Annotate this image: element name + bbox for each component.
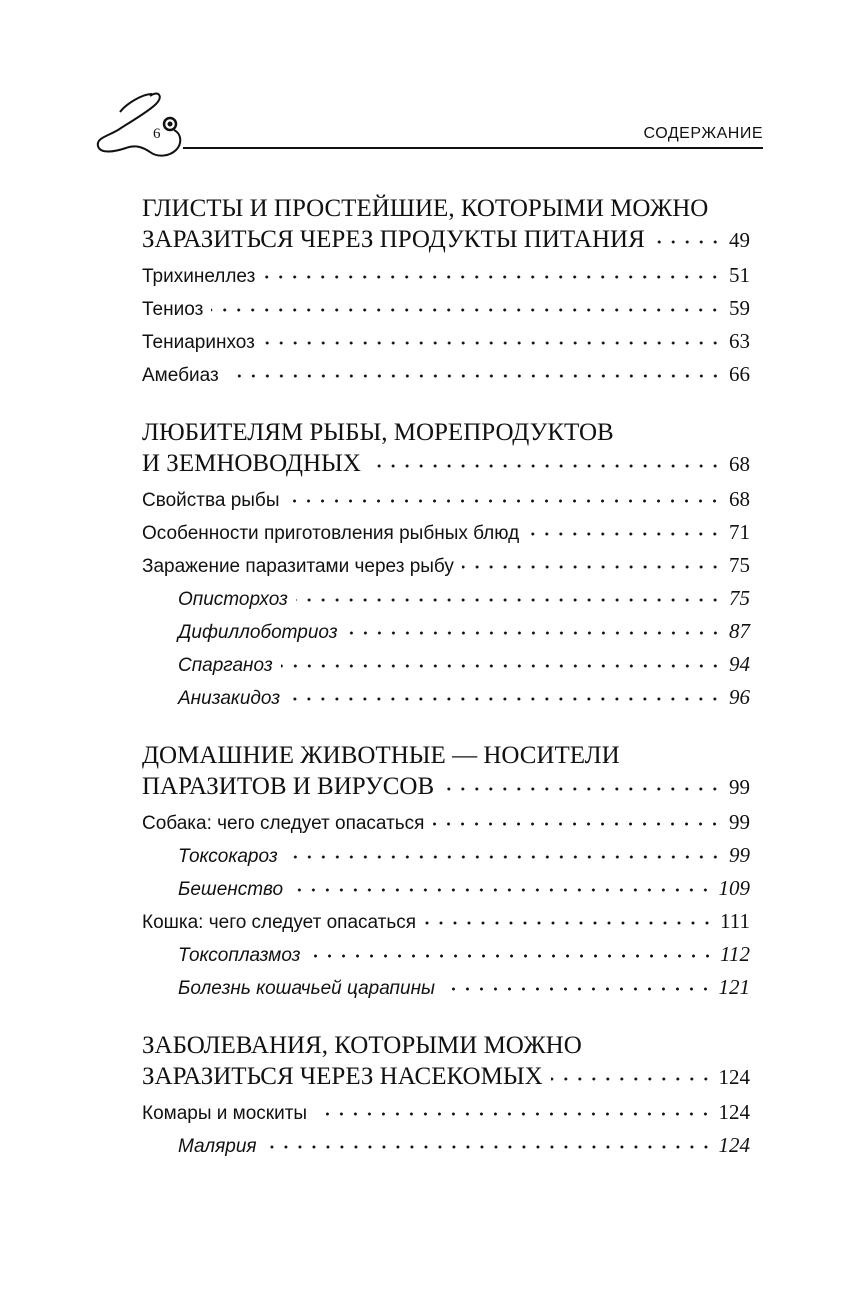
entry-label: Спарганоз	[178, 655, 273, 676]
section-title-entry[interactable]	[142, 224, 750, 255]
dot-leader	[296, 598, 722, 602]
toc-subentry[interactable]	[142, 582, 750, 615]
dot-leader	[227, 374, 722, 378]
page-ref: 68	[729, 452, 750, 476]
dot-leader	[432, 822, 722, 826]
page-ref: 111	[720, 909, 750, 933]
section-title-line: ГЛИСТЫ И ПРОСТЕЙШИЕ, КОТОРЫМИ МОЖНО	[142, 195, 709, 222]
page-ref: 51	[729, 263, 750, 287]
entry-label: Токсокароз	[178, 846, 278, 867]
section-title-line: ЗАРАЗИТЬСЯ ЧЕРЕЗ НАСЕКОМЫХ	[142, 1063, 543, 1090]
page-ref: 87	[729, 619, 750, 643]
page-header	[0, 0, 845, 160]
section-title-entry[interactable]	[142, 448, 750, 479]
entry-label: Болезнь кошачьей царапины	[178, 978, 436, 999]
dot-leader	[287, 499, 722, 503]
section-title-entry[interactable]	[142, 771, 750, 802]
entry-label: Амебиаз	[142, 365, 219, 386]
toc-subentry[interactable]	[142, 1129, 750, 1162]
entry-label: Тениаринхоз	[142, 332, 255, 353]
entry-label: Собака: чего следует опасаться	[142, 813, 425, 834]
dot-leader	[309, 954, 715, 958]
section-title-line: ЛЮБИТЕЛЯМ РЫБЫ, МОРЕПРОДУКТОВ	[142, 419, 614, 446]
section-title-entry[interactable]	[142, 1061, 750, 1092]
toc-subentry[interactable]	[142, 681, 750, 714]
toc-subentry[interactable]	[142, 971, 750, 1004]
section-title-line: ПАРАЗИТОВ И ВИРУСОВ	[142, 773, 435, 800]
toc-subentry[interactable]	[142, 615, 750, 648]
toc-entry[interactable]	[142, 483, 750, 516]
page-number: 6	[153, 126, 161, 142]
page-ref: 121	[718, 975, 750, 999]
toc-entry[interactable]	[142, 806, 750, 839]
entry-label: Малярия	[178, 1136, 257, 1157]
page-ref: 59	[729, 296, 750, 320]
dot-leader	[288, 697, 722, 701]
page-ref: 49	[729, 228, 750, 252]
page-ref: 124	[718, 1065, 750, 1089]
entry-label: Анизакидоз	[178, 688, 281, 709]
entry-label: Трихинеллез	[142, 266, 256, 287]
header-rule	[183, 147, 763, 149]
page-ref: 112	[720, 942, 750, 966]
page-ref: 99	[729, 843, 750, 867]
toc-entry[interactable]	[142, 325, 750, 358]
running-title: СОДЕРЖАНИЕ	[643, 125, 763, 142]
entry-label: Дифиллоботриоз	[178, 622, 338, 643]
page-ref: 75	[729, 553, 750, 577]
toc-subentry[interactable]	[142, 648, 750, 681]
dot-leader	[369, 464, 722, 468]
page-ref: 94	[729, 652, 750, 676]
dot-leader	[442, 787, 722, 791]
page-ref: 63	[729, 329, 750, 353]
entry-label: Тениоз	[142, 299, 204, 320]
page-ref: 68	[729, 487, 750, 511]
page-ref: 99	[729, 810, 750, 834]
page-ref: 109	[718, 876, 750, 900]
toc-entry[interactable]	[142, 259, 750, 292]
entry-label: Токсоплазмоз	[178, 945, 301, 966]
toc-subentry[interactable]	[142, 839, 750, 872]
entry-label: Комары и москиты	[142, 1103, 308, 1124]
table-of-contents	[142, 193, 750, 1172]
toc-entry[interactable]	[142, 549, 750, 582]
page-ref: 124	[718, 1100, 750, 1124]
dot-leader	[263, 341, 722, 345]
entry-label: Кошка: чего следует опасаться	[142, 912, 417, 933]
toc-entry[interactable]	[142, 358, 750, 391]
dot-leader	[527, 532, 722, 536]
section-title-line: ЗАРАЗИТЬСЯ ЧЕРЕЗ ПРОДУКТЫ ПИТАНИЯ	[142, 226, 645, 253]
entry-label: Особенности приготовления рыбных блюд	[142, 523, 520, 544]
toc-section	[142, 1030, 750, 1162]
entry-label: Описторхоз	[178, 589, 288, 610]
page-ref: 96	[729, 685, 750, 709]
toc-entry[interactable]	[142, 292, 750, 325]
toc-section	[142, 740, 750, 1004]
dot-leader	[424, 921, 714, 925]
dot-leader	[291, 888, 712, 892]
entry-label: Свойства рыбы	[142, 490, 280, 511]
toc-section	[142, 193, 750, 391]
section-title-line: ЗАБОЛЕВАНИЯ, КОТОРЫМИ МОЖНО	[142, 1032, 582, 1059]
page-ref: 71	[729, 520, 750, 544]
dot-leader	[286, 855, 722, 859]
page-ref: 75	[729, 586, 750, 610]
section-title-line: ДОМАШНИЕ ЖИВОТНЫЕ — НОСИТЕЛИ	[142, 742, 620, 769]
dot-leader	[263, 275, 722, 279]
dot-leader	[265, 1145, 713, 1149]
section-title-line: И ЗЕМНОВОДНЫХ	[142, 450, 361, 477]
dot-leader	[551, 1077, 713, 1081]
dot-leader	[653, 240, 722, 244]
page-ref: 66	[729, 362, 750, 386]
page-ref: 99	[729, 775, 750, 799]
dot-leader	[315, 1112, 712, 1116]
toc-subentry[interactable]	[142, 938, 750, 971]
toc-subentry[interactable]	[142, 872, 750, 905]
dot-leader	[281, 664, 722, 668]
dot-leader	[462, 565, 722, 569]
entry-label: Бешенство	[178, 879, 284, 900]
toc-entry[interactable]	[142, 516, 750, 549]
dot-leader	[346, 631, 722, 635]
toc-entry[interactable]	[142, 1096, 750, 1129]
dot-leader	[443, 987, 712, 991]
entry-label: Заражение паразитами через рыбу	[142, 556, 454, 577]
stethoscope-icon	[92, 82, 192, 162]
toc-entry[interactable]	[142, 905, 750, 938]
dot-leader	[211, 308, 722, 312]
toc-section	[142, 417, 750, 714]
page-ref: 124	[718, 1133, 750, 1157]
